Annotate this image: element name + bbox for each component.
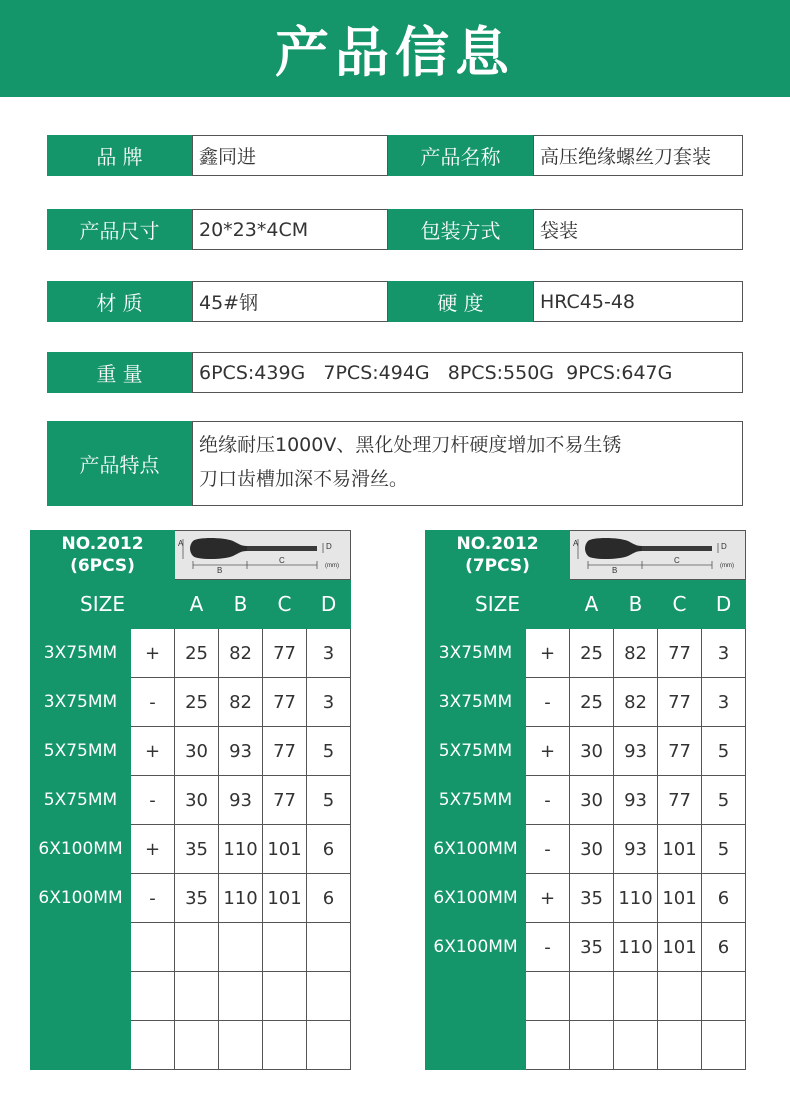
d-value-cell: 6 xyxy=(702,923,746,972)
table-row xyxy=(31,678,351,727)
brand-label: 品 牌 xyxy=(47,135,192,176)
a-value-cell xyxy=(175,972,219,1021)
table-row xyxy=(31,923,351,972)
product-name-value: 高压绝缘螺丝刀套装 xyxy=(533,135,743,176)
b-value-cell: 93 xyxy=(219,727,263,776)
diagram-label-c: C xyxy=(279,556,285,565)
size-cell: 6X100MM xyxy=(426,825,526,874)
diagram-label-d: D xyxy=(326,542,332,551)
table-row xyxy=(426,825,746,874)
a-value-cell: 25 xyxy=(570,629,614,678)
d-value-cell xyxy=(702,972,746,1021)
c-value-cell: 77 xyxy=(658,727,702,776)
hardness-label: 硬 度 xyxy=(388,281,533,322)
table-body xyxy=(31,629,351,1070)
diagram-label-c: C xyxy=(674,556,680,565)
table-body xyxy=(426,629,746,1070)
table-row xyxy=(31,776,351,825)
feature-line-1: 绝缘耐压1000V、黑化处理刀杆硬度增加不易生锈 xyxy=(199,434,622,456)
column-header-c: C xyxy=(658,580,702,629)
b-value-cell: 82 xyxy=(614,678,658,727)
feature-label: 产品特点 xyxy=(47,421,192,506)
c-value-cell: 77 xyxy=(263,678,307,727)
column-header-a: A xyxy=(570,580,614,629)
size-cell: 5X75MM xyxy=(426,727,526,776)
c-value-cell: 77 xyxy=(263,727,307,776)
material-value: 45#钢 xyxy=(192,281,388,322)
table-row xyxy=(426,629,746,678)
weight-value: 6PCS:439G 7PCS:494G 8PCS:550G 9PCS:647G xyxy=(192,352,743,393)
polarity-cell: + xyxy=(526,629,570,678)
a-value-cell xyxy=(570,1021,614,1070)
a-value-cell: 25 xyxy=(570,678,614,727)
c-value-cell: 101 xyxy=(263,825,307,874)
polarity-cell: - xyxy=(526,678,570,727)
hardness-value: HRC45-48 xyxy=(533,281,743,322)
d-value-cell xyxy=(307,1021,351,1070)
table-row xyxy=(31,727,351,776)
diagram-label-a: A xyxy=(573,539,579,548)
polarity-cell: - xyxy=(131,874,175,923)
d-value-cell: 6 xyxy=(702,874,746,923)
d-value-cell xyxy=(702,1021,746,1070)
a-value-cell xyxy=(175,1021,219,1070)
column-header-d: D xyxy=(307,580,351,629)
size-cell: 6X100MM xyxy=(426,923,526,972)
b-value-cell: 93 xyxy=(614,776,658,825)
polarity-cell xyxy=(526,972,570,1021)
size-cell xyxy=(426,1021,526,1070)
size-cell: 3X75MM xyxy=(31,678,131,727)
b-value-cell: 110 xyxy=(219,874,263,923)
brand-value: 鑫同进 xyxy=(192,135,388,176)
polarity-cell: - xyxy=(526,776,570,825)
table-row xyxy=(31,972,351,1021)
polarity-cell xyxy=(131,972,175,1021)
b-value-cell xyxy=(219,1021,263,1070)
size-cell: 5X75MM xyxy=(31,776,131,825)
c-value-cell: 101 xyxy=(658,825,702,874)
model-cell xyxy=(31,531,175,580)
a-value-cell: 35 xyxy=(175,874,219,923)
package-label: 包装方式 xyxy=(388,209,533,250)
column-header-size: SIZE xyxy=(426,580,570,629)
size-cell: 6X100MM xyxy=(31,825,131,874)
weight-label: 重 量 xyxy=(47,352,192,393)
d-value-cell: 5 xyxy=(702,727,746,776)
a-value-cell: 35 xyxy=(570,923,614,972)
diagram-label-a: A xyxy=(178,539,184,548)
feature-line-2: 刀口齿槽加深不易滑丝。 xyxy=(199,468,409,490)
a-value-cell xyxy=(570,972,614,1021)
column-header-size: SIZE xyxy=(31,580,175,629)
a-value-cell: 25 xyxy=(175,678,219,727)
polarity-cell: + xyxy=(131,727,175,776)
polarity-cell: + xyxy=(131,629,175,678)
table-row xyxy=(426,776,746,825)
screwdriver-diagram xyxy=(570,531,746,580)
c-value-cell xyxy=(658,972,702,1021)
c-value-cell: 101 xyxy=(658,923,702,972)
polarity-cell: - xyxy=(526,923,570,972)
d-value-cell: 3 xyxy=(702,629,746,678)
b-value-cell xyxy=(614,972,658,1021)
model-number: NO.2012 xyxy=(456,534,539,554)
d-value-cell: 3 xyxy=(307,678,351,727)
c-value-cell: 77 xyxy=(263,629,307,678)
table-row xyxy=(426,727,746,776)
model-pcs: (6PCS) xyxy=(70,556,135,576)
d-value-cell xyxy=(307,923,351,972)
a-value-cell xyxy=(175,923,219,972)
column-header-c: C xyxy=(263,580,307,629)
polarity-cell xyxy=(526,1021,570,1070)
c-value-cell: 77 xyxy=(263,776,307,825)
column-header-d: D xyxy=(702,580,746,629)
a-value-cell: 30 xyxy=(175,776,219,825)
b-value-cell: 93 xyxy=(219,776,263,825)
spec-table-6pcs xyxy=(30,530,351,1070)
polarity-cell: + xyxy=(526,874,570,923)
package-value: 袋装 xyxy=(533,209,743,250)
feature-value xyxy=(192,421,743,506)
table-row xyxy=(426,923,746,972)
a-value-cell: 30 xyxy=(570,825,614,874)
diagram-label-d: D xyxy=(721,542,727,551)
b-value-cell: 110 xyxy=(219,825,263,874)
b-value-cell: 110 xyxy=(614,923,658,972)
polarity-cell: + xyxy=(526,727,570,776)
size-cell xyxy=(31,923,131,972)
size-value: 20*23*4CM xyxy=(192,209,388,250)
a-value-cell: 25 xyxy=(175,629,219,678)
info-row-size xyxy=(47,209,743,250)
c-value-cell xyxy=(263,923,307,972)
b-value-cell xyxy=(614,1021,658,1070)
a-value-cell: 30 xyxy=(570,727,614,776)
size-cell: 3X75MM xyxy=(426,629,526,678)
b-value-cell: 82 xyxy=(219,629,263,678)
d-value-cell: 6 xyxy=(307,825,351,874)
size-cell xyxy=(31,1021,131,1070)
diagram-label-b: B xyxy=(217,566,223,575)
model-pcs: (7PCS) xyxy=(465,556,530,576)
b-value-cell xyxy=(219,972,263,1021)
polarity-cell xyxy=(131,1021,175,1070)
size-cell: 5X75MM xyxy=(426,776,526,825)
table-row xyxy=(426,1021,746,1070)
b-value-cell: 82 xyxy=(219,678,263,727)
info-row-brand xyxy=(47,135,743,176)
screwdriver-diagram xyxy=(175,531,351,580)
column-header-b: B xyxy=(219,580,263,629)
a-value-cell: 30 xyxy=(175,727,219,776)
table-row xyxy=(31,825,351,874)
c-value-cell: 77 xyxy=(658,678,702,727)
b-value-cell: 110 xyxy=(614,874,658,923)
table-row xyxy=(31,1021,351,1070)
polarity-cell xyxy=(131,923,175,972)
diagram-label-b: B xyxy=(612,566,618,575)
size-cell xyxy=(31,972,131,1021)
b-value-cell: 93 xyxy=(614,825,658,874)
d-value-cell xyxy=(307,972,351,1021)
polarity-cell: - xyxy=(131,776,175,825)
c-value-cell xyxy=(658,1021,702,1070)
info-row-weight xyxy=(47,352,743,393)
diagram-unit: (mm) xyxy=(325,563,340,569)
d-value-cell: 5 xyxy=(702,776,746,825)
page-title: 产品信息 xyxy=(275,21,515,84)
polarity-cell: - xyxy=(131,678,175,727)
table-row xyxy=(426,972,746,1021)
size-cell: 6X100MM xyxy=(426,874,526,923)
info-row-material xyxy=(47,281,743,322)
a-value-cell: 35 xyxy=(570,874,614,923)
d-value-cell: 5 xyxy=(307,776,351,825)
header-banner xyxy=(0,0,790,97)
polarity-cell: + xyxy=(131,825,175,874)
size-cell: 6X100MM xyxy=(31,874,131,923)
table-row xyxy=(31,629,351,678)
b-value-cell xyxy=(219,923,263,972)
table-row xyxy=(426,678,746,727)
b-value-cell: 93 xyxy=(614,727,658,776)
model-cell xyxy=(426,531,570,580)
material-label: 材 质 xyxy=(47,281,192,322)
d-value-cell: 3 xyxy=(702,678,746,727)
d-value-cell: 5 xyxy=(702,825,746,874)
d-value-cell: 6 xyxy=(307,874,351,923)
diagram-unit: (mm) xyxy=(720,563,735,569)
c-value-cell xyxy=(263,1021,307,1070)
table-row xyxy=(426,874,746,923)
size-cell: 5X75MM xyxy=(31,727,131,776)
size-label: 产品尺寸 xyxy=(47,209,192,250)
c-value-cell: 101 xyxy=(658,874,702,923)
c-value-cell: 101 xyxy=(263,874,307,923)
c-value-cell: 77 xyxy=(658,776,702,825)
info-row-feature xyxy=(47,421,743,506)
column-header-a: A xyxy=(175,580,219,629)
column-header-b: B xyxy=(614,580,658,629)
spec-table-7pcs xyxy=(425,530,746,1070)
polarity-cell: - xyxy=(526,825,570,874)
size-cell xyxy=(426,972,526,1021)
size-cell: 3X75MM xyxy=(31,629,131,678)
a-value-cell: 30 xyxy=(570,776,614,825)
c-value-cell xyxy=(263,972,307,1021)
table-row xyxy=(31,874,351,923)
size-cell: 3X75MM xyxy=(426,678,526,727)
c-value-cell: 77 xyxy=(658,629,702,678)
d-value-cell: 3 xyxy=(307,629,351,678)
d-value-cell: 5 xyxy=(307,727,351,776)
model-number: NO.2012 xyxy=(61,534,144,554)
a-value-cell: 35 xyxy=(175,825,219,874)
product-name-label: 产品名称 xyxy=(388,135,533,176)
b-value-cell: 82 xyxy=(614,629,658,678)
